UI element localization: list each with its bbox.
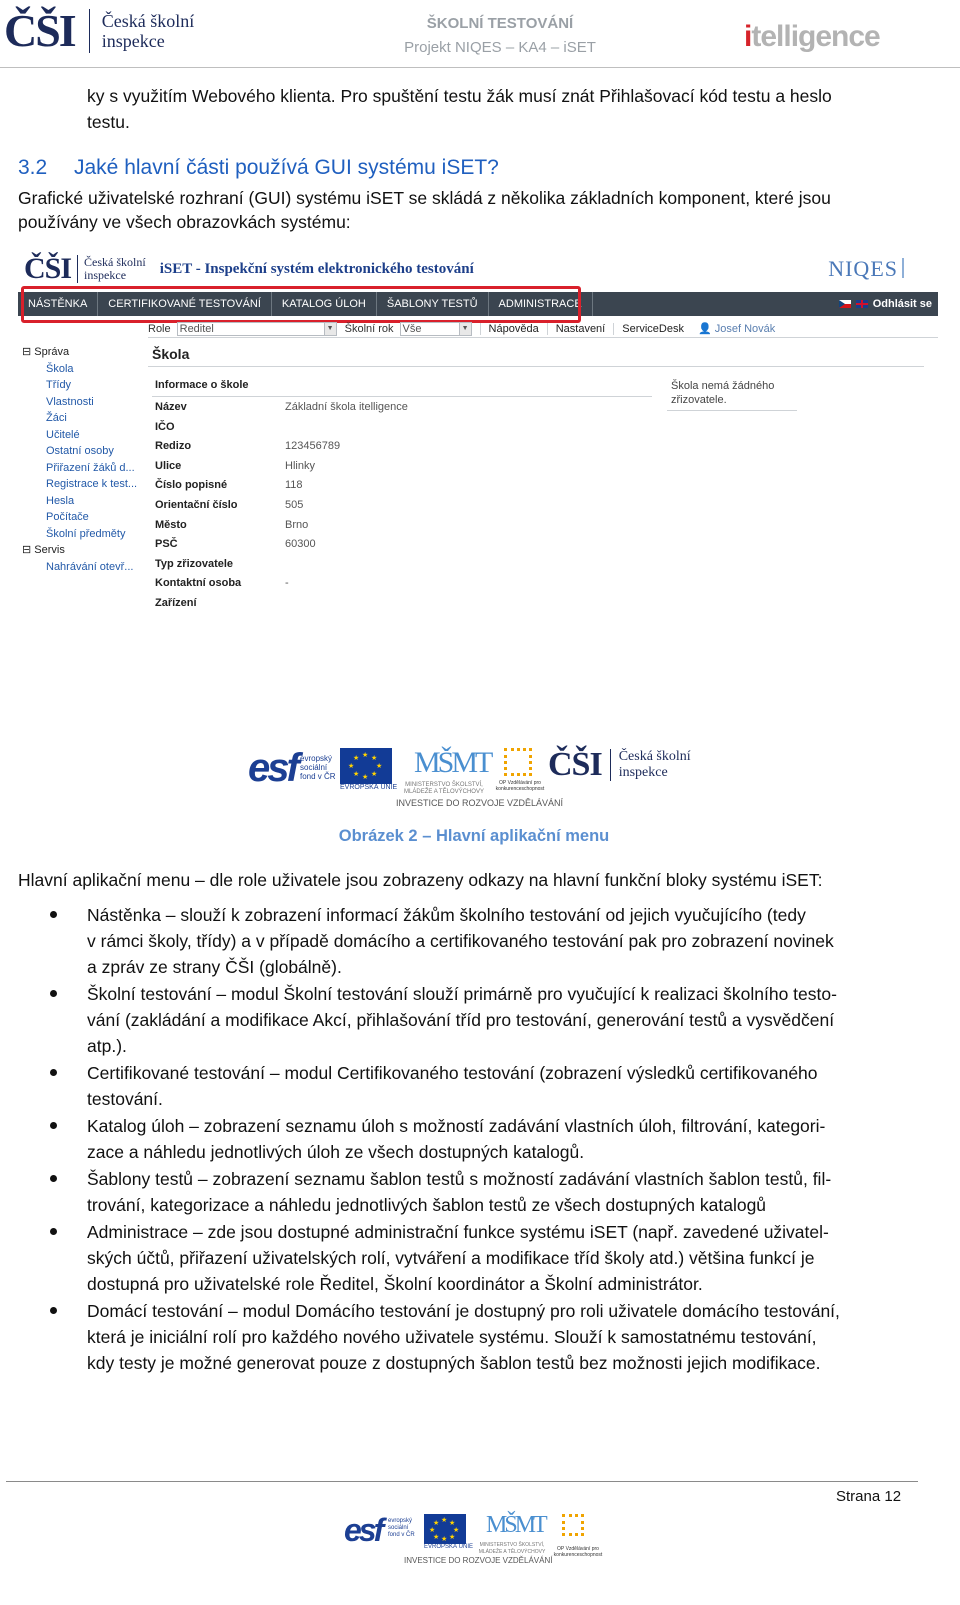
msmt-logo-mark: MŠMT [414, 746, 491, 779]
list-item-line: Katalog úloh – zobrazení seznamu úloh s možností zadávání vlastních úloh, filtrování, kategori- [87, 1116, 826, 1136]
info-value: 118 [285, 479, 303, 492]
app-title: iSET - Inspekční systém elektronického testování [159, 260, 474, 277]
info-key: Město [155, 518, 187, 531]
msmt-logo-mark: MŠMT [486, 1512, 545, 1538]
esf-logo: esf [344, 1512, 382, 1548]
msmt-logo-text: MINISTERSTVO ŠKOLSTVÍ, MLÁDEŽE A TĚLOVÝCHOVY [404, 782, 484, 795]
section-heading [18, 156, 499, 180]
list-item-line: Školní testování – modul Školní testování slouží primárně pro vyučující k realizaci školního testo- [87, 984, 837, 1004]
tree-item-ucitele[interactable]: Učitelé [46, 428, 80, 441]
info-key: Typ zřizovatele [155, 557, 234, 570]
csi-logo-footer [548, 746, 691, 784]
info-row [155, 594, 408, 614]
esf-logo-text: evropský sociální fond v ČR [388, 1518, 415, 1538]
info-row [155, 496, 408, 516]
bullet-list [0, 902, 960, 1376]
figure-caption: Obrázek 2 – Hlavní aplikační menu [338, 827, 610, 845]
info-value: 123456789 [285, 440, 341, 453]
divider [148, 366, 924, 367]
app-csi-logo-line-1: Česká školní [84, 255, 146, 269]
footer-funding-logos [344, 1512, 604, 1568]
csi-logo-mark: ČŠI [548, 746, 602, 783]
eu-logo-text: EVROPSKÁ UNIE [424, 1544, 474, 1550]
list-item-line: zace a náhledu jednotlivých úloh ze všech dostupných katalogů. [87, 1142, 585, 1162]
list-item-line: atp.). [87, 1036, 127, 1056]
list-item-line: testování. [87, 1089, 163, 1109]
czech-flag-icon[interactable] [839, 300, 851, 308]
bullet-icon [50, 990, 57, 997]
founder-note: Škola nemá žádného zřizovatele. [671, 380, 775, 406]
info-key: Kontaktní osoba [155, 577, 242, 590]
info-row [155, 555, 408, 575]
bullet-icon [50, 1307, 57, 1314]
app-section-title: Škola [152, 346, 190, 362]
footer-divider [6, 1481, 918, 1482]
logo-separator [89, 9, 90, 53]
app-csi-logo-line-2: inspekce [84, 268, 127, 282]
list-item-line: Administrace – zde jsou dostupné administrační funkce systému iSET (např. zavedené uživatel- [87, 1222, 829, 1242]
csi-logo-text-line-1: Česká školní [101, 11, 195, 31]
list-item-line: kdy testy je možné generovat pouze z dostupných šablon testů bez možnosti jejich modifikace. [87, 1353, 821, 1373]
csi-logo-text [102, 11, 195, 51]
info-value: - [285, 577, 289, 590]
tree-item-skolni-predmety[interactable]: Školní předměty [46, 527, 126, 540]
app-screenshot [18, 248, 938, 608]
paragraph-1-line-2: používány ve všech obrazovkách systému: [18, 212, 351, 232]
info-key: Orientační číslo [155, 498, 238, 511]
esf-logo: esf [248, 746, 297, 790]
bullet-icon [50, 1122, 57, 1129]
bullet-icon [50, 1175, 57, 1182]
list-item [0, 981, 960, 1059]
eu-flag-icon: ★ ★ ★ ★ ★ ★ ★ ★ [340, 748, 392, 784]
info-value: Brno [285, 518, 309, 531]
divider [152, 396, 652, 397]
user-menu[interactable]: 👤 Josef Novák [697, 323, 776, 335]
app-csi-logo [24, 252, 146, 286]
tree-item-pocitace[interactable]: Počítače [46, 511, 89, 523]
info-value: Hlinky [285, 459, 315, 472]
info-row [155, 437, 408, 457]
menu-katalog-uloh[interactable]: KATALOG ÚLOH [272, 292, 377, 316]
list-item-line: ských účtů, přiřazení uživatelských rolí, vytváření a modifikace tříd školy atd.) většina funkcí je [87, 1248, 815, 1268]
info-value: Základní škola itelligence [285, 401, 408, 413]
op-logo-icon [504, 748, 532, 776]
op-logo-icon [562, 1514, 584, 1536]
info-value: 505 [285, 498, 304, 511]
tree-item-tridy[interactable]: Třídy [46, 379, 72, 391]
list-item-line: Domácí testování – modul Domácího testování je dostupný pro roli uživatele domácího testování, [87, 1301, 840, 1321]
app-toolbar [148, 320, 938, 338]
list-item-line: vání (zakládání a modifikace Akcí, přihlašování tříd pro testování, generování testů a vysvědčení [87, 1010, 835, 1030]
intro-line-2: testu. [87, 112, 130, 132]
nav-tree [22, 344, 142, 575]
role-label: Role [148, 322, 171, 335]
tree-item-skola[interactable]: Škola [46, 362, 74, 375]
info-key: Redizo [155, 440, 192, 453]
info-key: Název [155, 401, 187, 413]
op-logo [553, 1514, 603, 1558]
user-name: Josef Novák [714, 323, 776, 335]
bullet-icon [50, 1228, 57, 1235]
list-item [0, 1219, 960, 1297]
msmt-logo-text: MINISTERSTVO ŠKOLSTVÍ, MLÁDEŽE A TĚLOVÝCHOVY [478, 1542, 546, 1555]
list-item-line: Nástěnka – slouží k zobrazení informací žákům školního testování od jejich vyučujícího (tedy [87, 905, 806, 925]
info-key: PSČ [155, 538, 178, 551]
chevron-down-icon: ▼ [324, 323, 336, 335]
app-topbar [18, 248, 938, 290]
app-csi-logo-text [84, 256, 146, 282]
itelligence-logo-rest: telligence [751, 20, 880, 53]
csi-logo-text [619, 749, 691, 781]
niqes-logo-subtext [902, 258, 938, 278]
info-header: Informace o škole [155, 379, 249, 391]
tree-node-servis[interactable]: ⊟ Servis [22, 544, 65, 556]
page-header [0, 0, 960, 68]
itelligence-logo [744, 20, 880, 54]
section-title: Jaké hlavní části používá GUI systému iSET? [74, 156, 499, 179]
section-number: 3.2 [18, 156, 48, 179]
menu-highlight-frame [21, 286, 581, 323]
funding-logos [248, 746, 712, 812]
menu-certifikovane-testovani[interactable]: CERTIFIKOVANÉ TESTOVÁNÍ [98, 292, 272, 316]
role-select[interactable] [177, 322, 337, 336]
csi-logo-text-line-2: inspekce [618, 765, 668, 780]
info-row [155, 418, 408, 438]
info-key: IČO [155, 420, 175, 433]
tree-node-sprava[interactable]: ⊟ Správa [22, 346, 70, 358]
servicedesk-link[interactable]: ServiceDesk [613, 323, 692, 335]
info-row [155, 457, 408, 477]
list-item-line: Certifikované testování – modul Certifikovaného testování (zobrazení výsledků certifikovaného [87, 1063, 818, 1083]
info-row [155, 476, 408, 496]
english-flag-icon[interactable] [856, 300, 868, 308]
list-item [0, 1060, 960, 1112]
tree-item-registrace[interactable]: Registrace k test... [46, 478, 138, 490]
info-key: Zařízení [155, 596, 197, 609]
app-logo-separator [77, 255, 78, 283]
msmt-logo [396, 746, 492, 795]
op-logo-text: OP Vzdělávání pro konkurenceschopnost [495, 780, 545, 792]
info-row [155, 516, 408, 536]
info-key: Číslo popisné [155, 479, 228, 492]
niqes-logo: NIQES [828, 256, 898, 281]
eu-flag-icon: ★ ★ ★ ★ ★ ★ ★ ★ [424, 1514, 466, 1544]
csi-logo-text-line-1: Česká školní [618, 749, 691, 764]
esf-logo-text: evropský sociální fond v ČR [300, 754, 336, 781]
list-item-line: a zpráv ze strany ČŠI (globálně). [87, 957, 342, 977]
tree-item-hesla[interactable]: Hesla [46, 494, 75, 507]
info-row [155, 574, 408, 594]
school-info-list [155, 398, 408, 614]
header-title-line-1: ŠKOLNÍ TESTOVÁNÍ [426, 15, 574, 32]
help-link[interactable]: Nápověda [480, 323, 547, 335]
tree-item-prirazeni-zaku[interactable]: Přiřazení žáků d... [46, 461, 135, 474]
app-csi-logo-mark: ČŠI [24, 252, 72, 285]
list-item-line: v rámci školy, třídy) a v případě domácího a certifikovaného testování pak pro zobrazení novinek [87, 931, 834, 951]
tree-node-servis-label: Servis [34, 544, 65, 556]
itelligence-logo-i: i [744, 20, 752, 53]
list-item-line: která je iniciální rolí pro každého nového uživatele systému. Slouží k samostatnému testování, [87, 1327, 817, 1347]
list-item [0, 902, 960, 980]
invest-slogan: INVESTICE DO ROZVOJE VZDĚLÁVÁNÍ [404, 1556, 553, 1565]
eu-logo-text: EVROPSKÁ UNIE [340, 784, 398, 791]
paragraph-2: Hlavní aplikační menu – dle role uživatele jsou zobrazeny odkazy na hlavní funkční bloky systému iSET: [18, 870, 823, 890]
list-item [0, 1113, 960, 1165]
info-row [155, 535, 408, 555]
menu-administrace[interactable]: ADMINISTRACE [489, 292, 593, 316]
tree-node-sprava-label: Správa [34, 346, 70, 358]
list-item-line: Šablony testů – zobrazení seznamu šablon testů s možností zadávání vlastních šablon testů, fil- [87, 1169, 832, 1189]
role-select-value: Reditel [179, 322, 214, 335]
header-title-line-2: Projekt NIQES – KA4 – iSET [404, 39, 596, 56]
logout-area [839, 292, 932, 316]
school-year-value: Vše [402, 322, 422, 335]
info-key: Ulice [155, 459, 182, 472]
op-logo-text: OP Vzdělávání pro konkurenceschopnost [553, 1546, 603, 1558]
tree-item-ostatni-osoby[interactable]: Ostatní osoby [46, 445, 114, 457]
school-year-label: Školní rok [344, 322, 394, 335]
paragraph-1-line-1: Grafické uživatelské rozhraní (GUI) systému iSET se skládá z několika základních komponent, které jsou [18, 188, 831, 208]
settings-link[interactable]: Nastavení [547, 323, 614, 335]
page-number: Strana 12 [836, 1488, 902, 1505]
tree-item-zaci[interactable]: Žáci [46, 412, 67, 424]
list-item-line: trování, kategorizace a náhledu jednotlivých šablon testů ze všech dostupných katalogů [87, 1195, 767, 1215]
bullet-icon [50, 911, 57, 918]
info-value: 60300 [285, 538, 316, 551]
chevron-down-icon: ▼ [459, 323, 471, 335]
header-title [360, 12, 640, 60]
tree-item-vlastnosti[interactable]: Vlastnosti [46, 395, 94, 408]
school-year-select[interactable] [400, 322, 472, 336]
menu-sablony-testu[interactable]: ŠABLONY TESTŮ [377, 292, 489, 316]
logo-separator [610, 749, 611, 781]
divider [667, 410, 797, 411]
csi-logo-text-line-2: inspekce [101, 31, 165, 51]
csi-logo [4, 5, 195, 56]
menu-nastenka[interactable]: NÁSTĚNKA [18, 292, 98, 316]
intro-line-1: ky s využitím Webového klienta. Pro spuštění testu žák musí znát Přihlašovací kód testu a heslo [87, 86, 832, 106]
msmt-logo [472, 1512, 552, 1558]
list-item-line: dostupná pro uživatelské role Ředitel, Školní koordinátor a Školní administrátor. [87, 1274, 703, 1294]
list-item [0, 1298, 960, 1376]
info-row [155, 398, 408, 418]
op-logo [495, 748, 545, 792]
list-item [0, 1166, 960, 1218]
csi-logo-mark: ČŠI [4, 5, 75, 56]
logout-link[interactable]: Odhlásit se [872, 298, 932, 310]
tree-item-nahravani[interactable]: Nahrávání otevř... [46, 560, 134, 573]
invest-slogan: INVESTICE DO ROZVOJE VZDĚLÁVÁNÍ [396, 798, 564, 808]
bullet-icon [50, 1069, 57, 1076]
